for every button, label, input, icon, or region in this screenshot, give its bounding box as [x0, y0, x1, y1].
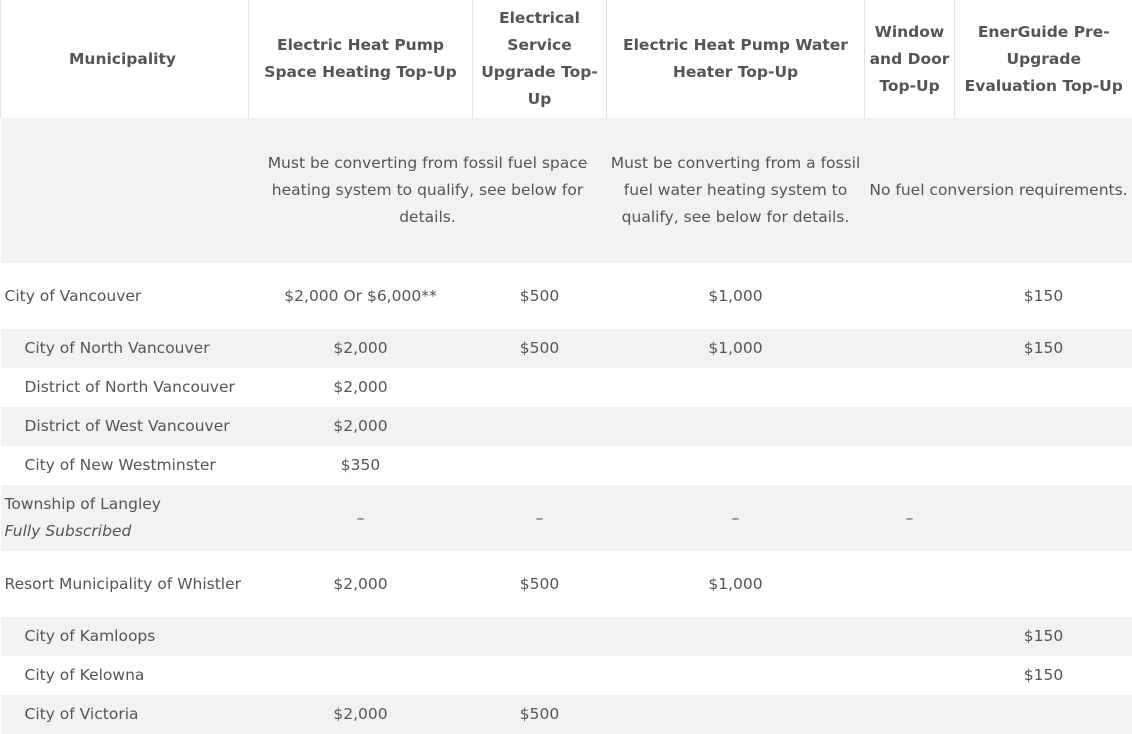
requirements-row: [1, 118, 1132, 263]
energuide-cell: [955, 368, 1132, 407]
table-row: [1, 368, 1132, 407]
water-heater-requirement: Must be converting from a fossil fuel water heating system to qualify, see below for details.: [607, 118, 865, 263]
municipality-cell: [1, 485, 249, 551]
energuide-cell: [955, 695, 1132, 734]
municipality-note: Fully Subscribed: [4, 522, 132, 540]
table-row: [1, 446, 1132, 485]
energuide-cell: $150: [955, 263, 1132, 329]
water-heater-cell: [607, 368, 865, 407]
space-heating-cell: –: [249, 485, 473, 551]
table-row: [1, 329, 1132, 368]
requirements-empty-cell: [1, 118, 249, 263]
header-row: [1, 0, 1132, 118]
energuide-cell: [955, 551, 1132, 617]
water-heater-cell: [607, 407, 865, 446]
water-heater-cell: [607, 617, 865, 656]
header-service-upgrade: Electrical Service Upgrade Top-Up: [473, 0, 607, 118]
energuide-cell: $150: [955, 617, 1132, 656]
water-heater-cell: –: [607, 485, 865, 551]
window-door-cell: [865, 656, 955, 695]
space-heating-requirement: Must be converting from fossil fuel space heating system to qualify, see below for details.: [249, 118, 607, 263]
service-upgrade-cell: [473, 446, 607, 485]
space-heating-cell: $2,000: [249, 407, 473, 446]
municipality-name: Township of Langley: [4, 495, 161, 513]
service-upgrade-cell: $500: [473, 551, 607, 617]
space-heating-cell: [249, 656, 473, 695]
municipality-cell: [1, 407, 249, 446]
window-door-cell: [865, 329, 955, 368]
service-upgrade-cell: –: [473, 485, 607, 551]
municipality-name: City of Vancouver: [4, 286, 142, 305]
window-door-cell: [865, 368, 955, 407]
table-row: [1, 407, 1132, 446]
water-heater-cell: [607, 695, 865, 734]
municipality-cell: [1, 656, 249, 695]
municipality-cell: [1, 695, 249, 734]
municipality-name: District of North Vancouver: [24, 378, 235, 396]
service-upgrade-cell: [473, 407, 607, 446]
window-door-cell: [865, 695, 955, 734]
space-heating-cell: $2,000: [249, 695, 473, 734]
header-energuide: EnerGuide Pre-Upgrade Evaluation Top-Up: [955, 0, 1132, 118]
window-door-cell: [865, 407, 955, 446]
municipality-name: City of Kamloops: [24, 627, 156, 645]
table-row: [1, 656, 1132, 695]
table-row: [1, 485, 1132, 551]
space-heating-cell: $2,000: [249, 329, 473, 368]
window-door-cell: [865, 551, 955, 617]
table-row: [1, 551, 1132, 617]
municipality-cell: [1, 617, 249, 656]
space-heating-cell: $2,000 Or $6,000**: [249, 263, 473, 329]
service-upgrade-cell: [473, 617, 607, 656]
table-row: [1, 695, 1132, 734]
municipality-name: Resort Municipality of Whistler: [4, 574, 242, 593]
header-water-heater: Electric Heat Pump Water Heater Top-Up: [607, 0, 865, 118]
table-row: [1, 617, 1132, 656]
municipality-name: City of Kelowna: [24, 666, 145, 684]
municipality-name: City of North Vancouver: [24, 339, 210, 357]
window-door-cell: [865, 446, 955, 485]
energuide-cell: $150: [955, 329, 1132, 368]
other-requirement: No fuel conversion requirements.: [865, 118, 1132, 263]
service-upgrade-cell: $500: [473, 329, 607, 368]
header-municipality: Municipality: [1, 0, 249, 118]
energuide-cell: [955, 485, 1132, 551]
municipality-name: City of Victoria: [24, 705, 139, 723]
water-heater-cell: [607, 446, 865, 485]
water-heater-cell: $1,000: [607, 551, 865, 617]
header-space-heating: Electric Heat Pump Space Heating Top-Up: [249, 0, 473, 118]
service-upgrade-cell: [473, 368, 607, 407]
municipality-cell: [1, 263, 249, 329]
municipality-cell: [1, 368, 249, 407]
water-heater-cell: $1,000: [607, 329, 865, 368]
service-upgrade-cell: $500: [473, 695, 607, 734]
water-heater-cell: $1,000: [607, 263, 865, 329]
municipality-cell: [1, 446, 249, 485]
energuide-cell: [955, 407, 1132, 446]
header-window-door: Window and Door Top-Up: [865, 0, 955, 118]
table-row: [1, 263, 1132, 329]
window-door-cell: –: [865, 485, 955, 551]
municipality-cell: [1, 551, 249, 617]
water-heater-cell: [607, 656, 865, 695]
space-heating-cell: $350: [249, 446, 473, 485]
window-door-cell: [865, 617, 955, 656]
energuide-cell: $150: [955, 656, 1132, 695]
service-upgrade-cell: [473, 656, 607, 695]
municipality-cell: [1, 329, 249, 368]
space-heating-cell: [249, 617, 473, 656]
window-door-cell: [865, 263, 955, 329]
space-heating-cell: $2,000: [249, 368, 473, 407]
service-upgrade-cell: $500: [473, 263, 607, 329]
energuide-cell: [955, 446, 1132, 485]
space-heating-cell: $2,000: [249, 551, 473, 617]
municipality-name: District of West Vancouver: [24, 417, 230, 435]
municipality-name: City of New Westminster: [24, 456, 216, 474]
